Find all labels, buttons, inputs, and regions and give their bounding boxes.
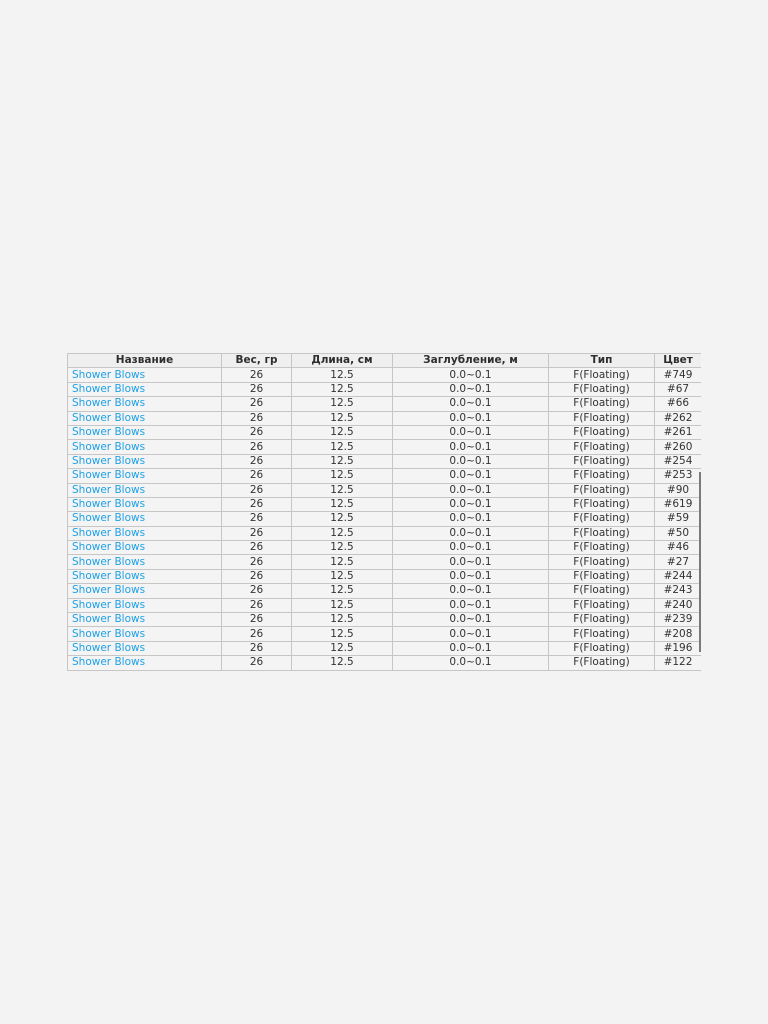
cell-length: 12.5 (292, 613, 393, 627)
table-row (68, 641, 702, 655)
cell-color: #122 (655, 656, 702, 670)
cell-depth: 0.0~0.1 (393, 569, 549, 583)
cell-weight: 26 (222, 656, 292, 670)
cell-depth: 0.0~0.1 (393, 555, 549, 569)
cell-name (68, 541, 222, 555)
product-name-link[interactable]: Shower Blows (72, 512, 146, 525)
product-name-link[interactable]: Shower Blows (72, 469, 146, 482)
spec-table (67, 353, 701, 671)
column-header-color: Цвет (655, 354, 702, 368)
cell-color: #90 (655, 483, 702, 497)
table-row (68, 382, 702, 396)
table-row (68, 469, 702, 483)
cell-length: 12.5 (292, 656, 393, 670)
cell-depth: 0.0~0.1 (393, 483, 549, 497)
product-name-link[interactable]: Shower Blows (72, 397, 146, 410)
column-header-depth: Заглубление, м (393, 354, 549, 368)
cell-length: 12.5 (292, 584, 393, 598)
table-row (68, 512, 702, 526)
product-name-link[interactable]: Shower Blows (72, 454, 146, 467)
cell-weight: 26 (222, 627, 292, 641)
cell-color: #240 (655, 598, 702, 612)
cell-length: 12.5 (292, 641, 393, 655)
cell-depth: 0.0~0.1 (393, 454, 549, 468)
cell-name (68, 656, 222, 670)
product-name-link[interactable]: Shower Blows (72, 382, 146, 395)
table-row (68, 656, 702, 670)
table-row (68, 497, 702, 511)
cell-type: F(Floating) (549, 483, 655, 497)
cell-length: 12.5 (292, 440, 393, 454)
cell-type: F(Floating) (549, 454, 655, 468)
cell-name (68, 440, 222, 454)
cell-length: 12.5 (292, 627, 393, 641)
column-header-weight: Вес, гр (222, 354, 292, 368)
cell-length: 12.5 (292, 512, 393, 526)
cell-name (68, 411, 222, 425)
cell-type: F(Floating) (549, 541, 655, 555)
spec-table-container[interactable] (67, 353, 701, 671)
cell-type: F(Floating) (549, 469, 655, 483)
cell-name (68, 382, 222, 396)
cell-length: 12.5 (292, 483, 393, 497)
cell-color: #27 (655, 555, 702, 569)
cell-name (68, 469, 222, 483)
cell-depth: 0.0~0.1 (393, 641, 549, 655)
cell-color: #67 (655, 382, 702, 396)
cell-color: #260 (655, 440, 702, 454)
cell-length: 12.5 (292, 526, 393, 540)
table-row (68, 598, 702, 612)
cell-length: 12.5 (292, 541, 393, 555)
cell-depth: 0.0~0.1 (393, 512, 549, 526)
cell-name (68, 569, 222, 583)
cell-weight: 26 (222, 512, 292, 526)
cell-length: 12.5 (292, 598, 393, 612)
cell-name (68, 454, 222, 468)
cell-depth: 0.0~0.1 (393, 656, 549, 670)
product-name-link[interactable]: Shower Blows (72, 411, 146, 424)
cell-length: 12.5 (292, 382, 393, 396)
product-name-link[interactable]: Shower Blows (72, 368, 146, 381)
cell-depth: 0.0~0.1 (393, 425, 549, 439)
cell-name (68, 584, 222, 598)
product-name-link[interactable]: Shower Blows (72, 426, 146, 439)
cell-type: F(Floating) (549, 411, 655, 425)
cell-type: F(Floating) (549, 656, 655, 670)
cell-type: F(Floating) (549, 526, 655, 540)
cell-weight: 26 (222, 526, 292, 540)
cell-name (68, 526, 222, 540)
cell-depth: 0.0~0.1 (393, 397, 549, 411)
table-row (68, 627, 702, 641)
table-row (68, 397, 702, 411)
scrollbar-edge[interactable] (699, 472, 701, 652)
cell-depth: 0.0~0.1 (393, 598, 549, 612)
cell-type: F(Floating) (549, 497, 655, 511)
cell-type: F(Floating) (549, 425, 655, 439)
cell-color: #66 (655, 397, 702, 411)
product-name-link[interactable]: Shower Blows (72, 584, 146, 597)
table-body (68, 368, 702, 670)
cell-name (68, 368, 222, 382)
cell-type: F(Floating) (549, 641, 655, 655)
cell-weight: 26 (222, 555, 292, 569)
cell-depth: 0.0~0.1 (393, 440, 549, 454)
cell-depth: 0.0~0.1 (393, 613, 549, 627)
cell-weight: 26 (222, 641, 292, 655)
cell-weight: 26 (222, 397, 292, 411)
table-row (68, 425, 702, 439)
table-row (68, 584, 702, 598)
table-row (68, 541, 702, 555)
column-header-length: Длина, см (292, 354, 393, 368)
table-row (68, 368, 702, 382)
cell-color: #243 (655, 584, 702, 598)
table-row (68, 569, 702, 583)
cell-color: #749 (655, 368, 702, 382)
cell-depth: 0.0~0.1 (393, 497, 549, 511)
cell-depth: 0.0~0.1 (393, 584, 549, 598)
cell-length: 12.5 (292, 411, 393, 425)
cell-name (68, 613, 222, 627)
product-name-link[interactable]: Shower Blows (72, 598, 146, 611)
cell-type: F(Floating) (549, 569, 655, 583)
cell-weight: 26 (222, 598, 292, 612)
cell-weight: 26 (222, 411, 292, 425)
product-name-link[interactable]: Shower Blows (72, 483, 146, 496)
cell-length: 12.5 (292, 469, 393, 483)
cell-color: #208 (655, 627, 702, 641)
cell-depth: 0.0~0.1 (393, 627, 549, 641)
cell-color: #50 (655, 526, 702, 540)
cell-weight: 26 (222, 497, 292, 511)
product-name-link[interactable]: Shower Blows (72, 613, 146, 626)
cell-name (68, 627, 222, 641)
cell-weight: 26 (222, 382, 292, 396)
cell-name (68, 483, 222, 497)
table-row (68, 555, 702, 569)
cell-color: #46 (655, 541, 702, 555)
cell-length: 12.5 (292, 555, 393, 569)
cell-weight: 26 (222, 425, 292, 439)
table-row (68, 454, 702, 468)
cell-color: #196 (655, 641, 702, 655)
cell-depth: 0.0~0.1 (393, 526, 549, 540)
cell-color: #59 (655, 512, 702, 526)
cell-name (68, 555, 222, 569)
cell-length: 12.5 (292, 569, 393, 583)
cell-color: #253 (655, 469, 702, 483)
cell-name (68, 641, 222, 655)
table-row (68, 526, 702, 540)
cell-color: #254 (655, 454, 702, 468)
table-row (68, 483, 702, 497)
cell-name (68, 397, 222, 411)
cell-name (68, 497, 222, 511)
cell-weight: 26 (222, 469, 292, 483)
cell-color: #239 (655, 613, 702, 627)
cell-length: 12.5 (292, 397, 393, 411)
cell-weight: 26 (222, 440, 292, 454)
product-name-link[interactable]: Shower Blows (72, 498, 146, 511)
cell-type: F(Floating) (549, 397, 655, 411)
cell-color: #244 (655, 569, 702, 583)
table-row (68, 613, 702, 627)
cell-name (68, 512, 222, 526)
cell-type: F(Floating) (549, 368, 655, 382)
cell-type: F(Floating) (549, 613, 655, 627)
cell-length: 12.5 (292, 497, 393, 511)
cell-type: F(Floating) (549, 627, 655, 641)
cell-color: #261 (655, 425, 702, 439)
column-header-name: Название (68, 354, 222, 368)
cell-weight: 26 (222, 541, 292, 555)
cell-type: F(Floating) (549, 440, 655, 454)
product-name-link[interactable]: Shower Blows (72, 642, 146, 654)
cell-depth: 0.0~0.1 (393, 469, 549, 483)
cell-weight: 26 (222, 569, 292, 583)
cell-color: #262 (655, 411, 702, 425)
product-name-link[interactable]: Shower Blows (72, 656, 146, 669)
product-name-link[interactable]: Shower Blows (72, 440, 146, 453)
product-name-link[interactable]: Shower Blows (72, 541, 146, 554)
cell-depth: 0.0~0.1 (393, 541, 549, 555)
cell-type: F(Floating) (549, 512, 655, 526)
cell-depth: 0.0~0.1 (393, 411, 549, 425)
product-name-link[interactable]: Shower Blows (72, 627, 146, 640)
cell-weight: 26 (222, 368, 292, 382)
product-name-link[interactable]: Shower Blows (72, 570, 146, 583)
header-row (68, 354, 702, 368)
cell-name (68, 425, 222, 439)
cell-length: 12.5 (292, 425, 393, 439)
product-name-link[interactable]: Shower Blows (72, 555, 146, 568)
cell-weight: 26 (222, 454, 292, 468)
cell-length: 12.5 (292, 368, 393, 382)
table-row (68, 440, 702, 454)
cell-type: F(Floating) (549, 555, 655, 569)
cell-type: F(Floating) (549, 598, 655, 612)
cell-name (68, 598, 222, 612)
cell-length: 12.5 (292, 454, 393, 468)
cell-type: F(Floating) (549, 584, 655, 598)
product-name-link[interactable]: Shower Blows (72, 526, 146, 539)
cell-weight: 26 (222, 613, 292, 627)
cell-weight: 26 (222, 483, 292, 497)
cell-depth: 0.0~0.1 (393, 382, 549, 396)
cell-type: F(Floating) (549, 382, 655, 396)
cell-depth: 0.0~0.1 (393, 368, 549, 382)
column-header-type: Тип (549, 354, 655, 368)
cell-color: #619 (655, 497, 702, 511)
table-row (68, 411, 702, 425)
cell-weight: 26 (222, 584, 292, 598)
